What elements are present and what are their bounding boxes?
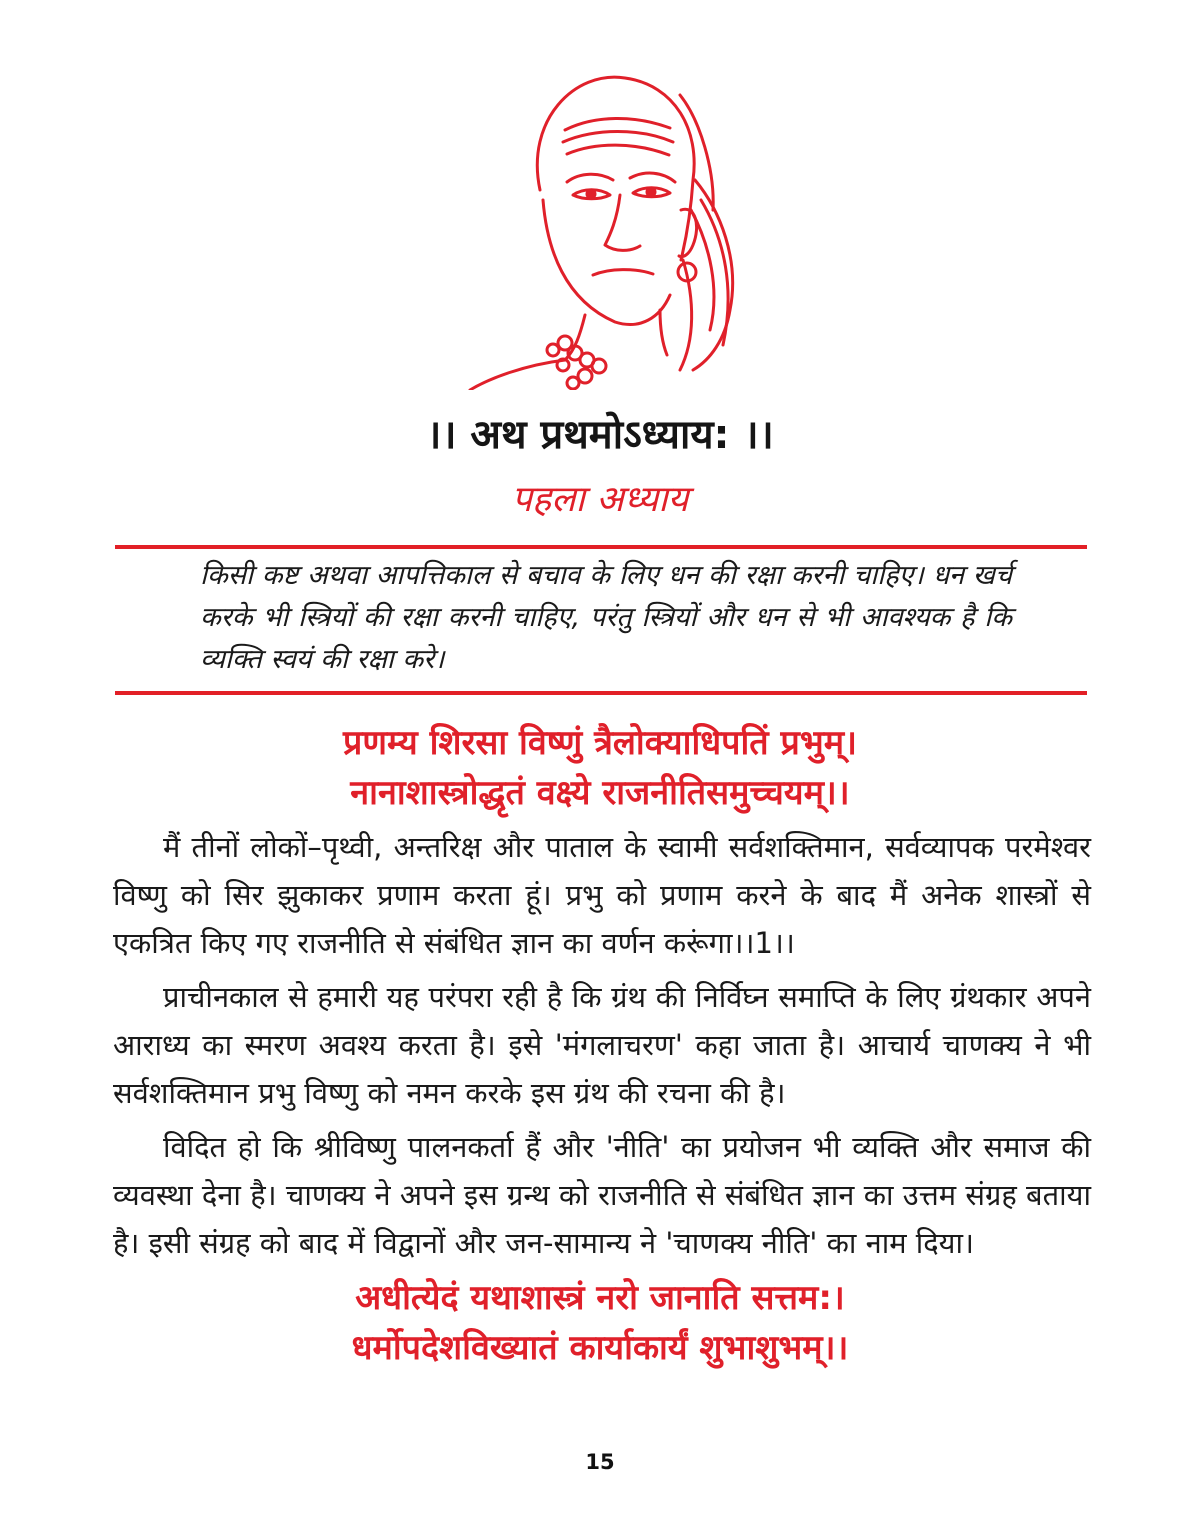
paragraph-3: विदित हो कि श्रीविष्णु पालनकर्ता हैं और 'नीति' का प्रयोजन भी व्यक्ति और समाज की व्यवस्था देना है। चाणक्य ने अपने इस ग्रन्थ को राजनीति से संबंधित ज्ञान का उत्तम संग्रह बताया है। इसी संग्रह को बाद में विद्वानों और जन-सामान्य ने 'चाणक्य नीति' का नाम दिया।	[113, 1130, 1091, 1260]
verse-1-line-2: नानाशास्त्रोद्धृतं वक्ष्ये राजनीतिसमुच्चयम्।।	[350, 773, 850, 813]
chapter-title: ।। अथ प्रथमोऽध्याय: ।।	[426, 412, 774, 458]
chapter-summary: किसी कष्ट अथवा आपत्तिकाल से बचाव के लिए धन की रक्षा करनी चाहिए। धन खर्च करके भी स्त्रियों की रक्षा करनी चाहिए, परंतु स्त्रियों और धन से भी आवश्यक है कि व्यक्ति स्वयं की रक्षा करे।	[200, 560, 1012, 675]
verse-1-line-1: प्रणम्य शिरसा विष्णुं त्रैलोक्याधिपतिं प्रभुम्।	[343, 723, 857, 763]
page-number: 15	[585, 1450, 615, 1474]
paragraph-1: मैं तीनों लोकों–पृथ्वी, अन्तरिक्ष और पाताल के स्वामी सर्वशक्तिमान, सर्वव्यापक परमेश्वर विष्णु को सिर झुकाकर प्रणाम करता हूं। प्रभु को प्रणाम करने के बाद मैं अनेक शास्त्रों से एकत्रित किए गए राजनीति से संबंधित ज्ञान का वर्णन करूंगा।।1।।	[113, 830, 1091, 960]
divider-top	[115, 545, 1087, 549]
verse-2-line-1: अधीत्येदं यथाशास्त्रं नरो जानाति सत्तम:।	[355, 1278, 845, 1318]
chanakya-portrait	[455, 60, 745, 390]
paragraph-2: प्राचीनकाल से हमारी यह परंपरा रही है कि ग्रंथ की निर्विघ्न समाप्ति के लिए ग्रंथकार अपने आराध्य का स्मरण अवश्य करता है। इसे 'मंगलाचरण' कहा जाता है। आचार्य चाणक्य ने भी सर्वशक्तिमान प्रभु विष्णु को नमन करके इस ग्रंथ की रचना की है।	[113, 980, 1091, 1110]
verse-2-line-2: धर्मोपदेशविख्यातं कार्याकार्यं शुभाशुभम्।।	[351, 1328, 849, 1368]
chapter-subtitle: पहला अध्याय	[511, 479, 689, 520]
sanskrit-verse-2	[120, 1273, 1080, 1373]
divider-bottom	[115, 691, 1087, 695]
sanskrit-verse-1	[120, 718, 1080, 818]
